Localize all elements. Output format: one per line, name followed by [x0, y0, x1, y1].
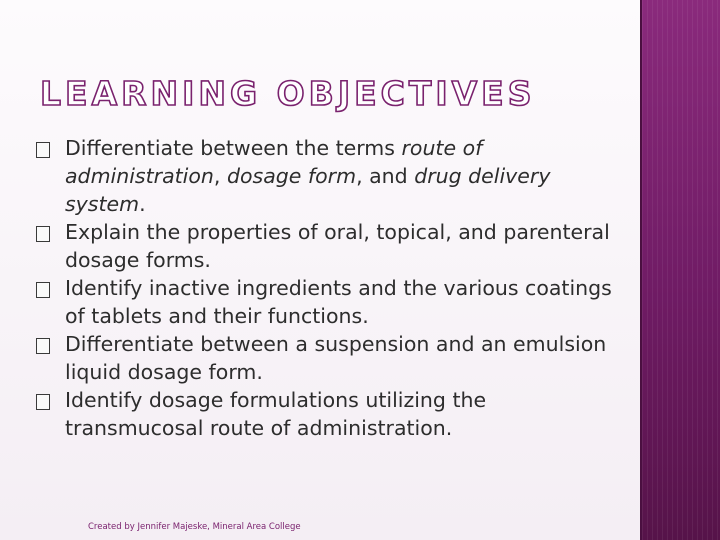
- decorative-side-panel: [642, 0, 720, 540]
- objective-text: .: [139, 192, 146, 216]
- objective-text: Differentiate between a suspension and an emulsion liquid dosage form.: [65, 332, 607, 384]
- objective-text: ,: [213, 164, 227, 188]
- footer-credit: Created by Jennifer Majeske, Mineral Area College: [88, 522, 301, 532]
- objective-text: , and: [356, 164, 415, 188]
- objective-term-italic: dosage form: [226, 164, 357, 188]
- objective-text: Differentiate between the terms: [65, 136, 402, 160]
- objective-item: [36, 134, 616, 218]
- objective-text: Explain the properties of oral, topical, and parenteral dosage forms.: [65, 220, 610, 272]
- objective-item: [36, 386, 616, 442]
- objectives-list: [36, 134, 616, 442]
- square-bullet-icon: [36, 226, 50, 242]
- square-bullet-icon: [36, 142, 50, 158]
- objective-item: [36, 274, 616, 330]
- slide-title: LEARNING OBJECTIVES: [40, 74, 536, 113]
- square-bullet-icon: [36, 282, 50, 298]
- square-bullet-icon: [36, 394, 50, 410]
- objective-term-italic: route of administration: [65, 136, 483, 188]
- objective-text: Identify inactive ingredients and the various coatings of tablets and their functions.: [65, 276, 612, 328]
- objective-item: [36, 218, 616, 274]
- objective-item: [36, 330, 616, 386]
- objective-text: Identify dosage formulations utilizing the transmucosal route of administration.: [65, 388, 487, 440]
- square-bullet-icon: [36, 338, 50, 354]
- objective-term-italic: drug delivery system: [65, 164, 551, 216]
